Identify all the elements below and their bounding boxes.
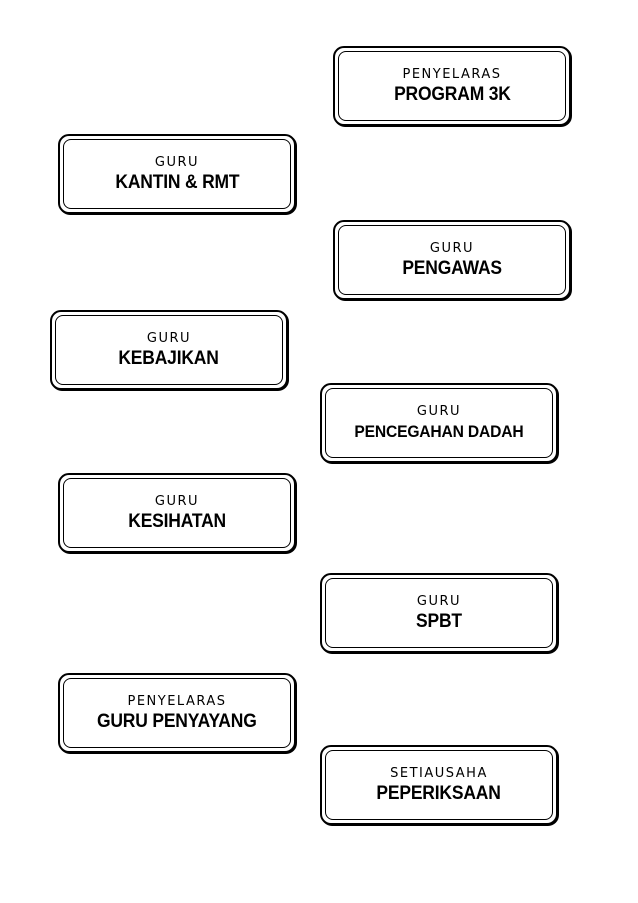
card-frame [325, 578, 553, 648]
card-frame [325, 750, 553, 820]
card-guru-pencegahan-dadah [320, 383, 558, 463]
card-guru-kantin-rmt [58, 134, 296, 214]
card-guru-kesihatan [58, 473, 296, 553]
card-guru-kebajikan [50, 310, 288, 390]
card-frame [338, 225, 566, 295]
card-title: PENGAWAS [402, 257, 502, 279]
card-frame [63, 478, 291, 548]
card-role: GURU [416, 403, 462, 419]
card-role: GURU [429, 240, 475, 256]
card-title: PROGRAM 3K [393, 83, 511, 105]
card-role: GURU [416, 593, 462, 609]
card-role: PENYELARAS [127, 693, 227, 709]
card-role: GURU [154, 493, 200, 509]
card-title: SPBT [416, 610, 462, 632]
card-setiausaha-peperiksaan [320, 745, 558, 825]
card-title: KANTIN & RMT [114, 171, 240, 193]
card-frame [63, 139, 291, 209]
card-title: KEBAJIKAN [118, 347, 220, 369]
card-frame [325, 388, 553, 458]
card-title: GURU PENYAYANG [97, 710, 257, 732]
card-penyelaras-program-3k [333, 46, 571, 126]
card-penyelaras-guru-penyayang [58, 673, 296, 753]
card-role: GURU [154, 154, 200, 170]
card-title: PENCEGAHAN DADAH [354, 421, 524, 441]
card-frame [55, 315, 283, 385]
card-role: GURU [146, 330, 192, 346]
card-role: SETIAUSAHA [390, 765, 488, 781]
card-title: PEPERIKSAAN [376, 782, 502, 804]
card-frame [63, 678, 291, 748]
card-guru-spbt [320, 573, 558, 653]
card-guru-pengawas [333, 220, 571, 300]
card-frame [338, 51, 566, 121]
card-role: PENYELARAS [402, 66, 502, 82]
card-title: KESIHATAN [128, 510, 226, 532]
